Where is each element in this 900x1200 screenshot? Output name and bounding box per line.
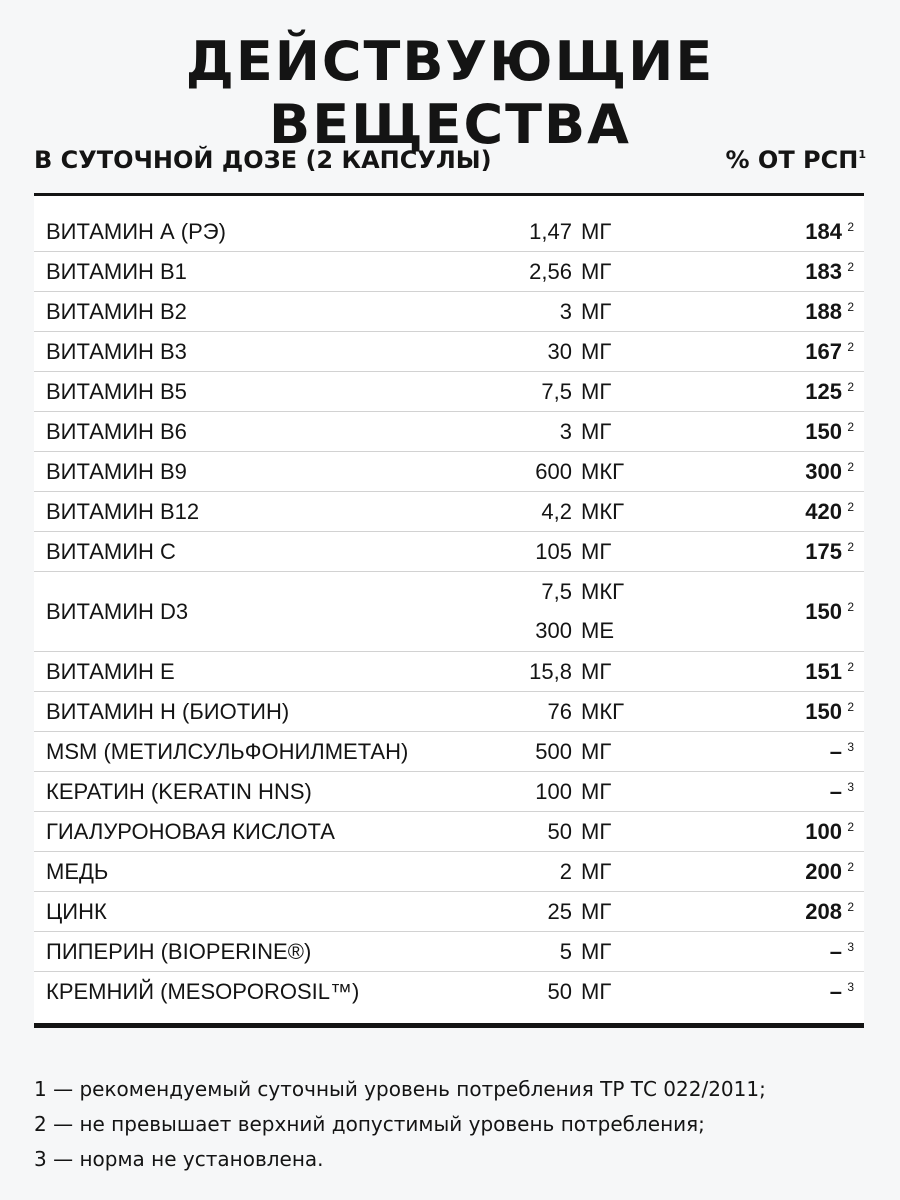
percent-footnote-mark: 3	[847, 780, 854, 794]
percent-value: 420	[805, 498, 842, 524]
ingredient-name: МЕДЬ	[46, 858, 109, 884]
ingredient-name: ВИТАМИН B9	[46, 458, 187, 484]
percent-footnote-mark: 2	[847, 300, 854, 314]
table-row	[34, 972, 864, 1011]
ingredient-unit: МГ	[581, 779, 612, 804]
ingredient-name: КЕРАТИН (KERATIN HNS)	[46, 778, 312, 804]
percent-footnote-mark: 3	[847, 740, 854, 754]
percent-value: 125	[805, 378, 842, 404]
ingredient-amount: 600	[535, 459, 572, 484]
footnote-2: 2 — не превышает верхний допустимый уровень потребления;	[34, 1112, 705, 1136]
ingredient-amount-alt: 300	[535, 618, 572, 643]
ingredients-rows	[34, 212, 864, 1011]
ingredient-unit: МКГ	[581, 459, 625, 484]
percent-value: 167	[805, 338, 842, 364]
ingredient-unit: МГ	[581, 379, 612, 404]
percent-value: 150	[805, 418, 842, 444]
percent-value: 150	[805, 698, 842, 724]
percent-footnote-mark: 2	[847, 700, 854, 714]
footnotes	[34, 1072, 766, 1177]
ingredient-unit: МГ	[581, 419, 612, 444]
ingredient-amount: 50	[547, 819, 572, 844]
ingredient-name: ВИТАМИН B6	[46, 418, 187, 444]
ingredient-amount: 7,5	[541, 379, 572, 404]
ingredient-amount: 500	[535, 739, 572, 764]
table-row	[34, 732, 864, 772]
percent-footnote-mark: 2	[847, 660, 854, 674]
table-row	[34, 652, 864, 692]
ingredient-name: ВИТАМИН B1	[46, 258, 187, 284]
ingredient-unit: МГ	[581, 979, 612, 1004]
ingredient-name: ПИПЕРИН (BIOPERINE®)	[46, 938, 312, 964]
percent-value: –	[829, 778, 842, 804]
table-row	[34, 572, 864, 652]
percent-value: 100	[805, 818, 842, 844]
ingredient-name: ВИТАМИН Е	[46, 658, 175, 684]
footnote-1: 1 — рекомендуемый суточный уровень потребления ТР ТС 022/2011;	[34, 1077, 766, 1101]
ingredient-unit-alt: МЕ	[581, 618, 614, 643]
percent-footnote-mark: 2	[847, 380, 854, 394]
table-row	[34, 892, 864, 932]
percent-value: 151	[805, 658, 842, 684]
table-subheader	[34, 146, 866, 174]
ingredient-name: MSM (МЕТИЛСУЛЬФОНИЛМЕТАН)	[46, 738, 409, 764]
ingredient-amount: 5	[559, 939, 572, 964]
table-row	[34, 932, 864, 972]
page-title: ДЕЙСТВУЮЩИЕ ВЕЩЕСТВА	[185, 30, 715, 156]
ingredient-amount: 2	[559, 859, 572, 884]
percent-heading-label: % ОТ РСП	[725, 146, 859, 174]
percent-footnote-mark: 2	[847, 420, 854, 434]
percent-value: 188	[805, 298, 842, 324]
table-row	[34, 292, 864, 332]
table-row	[34, 492, 864, 532]
percent-value: 200	[805, 858, 842, 884]
percent-footnote-mark: 2	[847, 260, 854, 274]
percent-value: 208	[805, 898, 842, 924]
ingredients-table	[34, 193, 864, 1028]
ingredient-unit: МГ	[581, 819, 612, 844]
ingredient-name: ВИТАМИН Н (БИОТИН)	[46, 698, 290, 724]
percent-value: 184	[805, 218, 842, 244]
ingredient-name: ЦИНК	[46, 898, 107, 924]
percent-value: 300	[805, 458, 842, 484]
table-row	[34, 772, 864, 812]
percent-footnote-mark: 2	[847, 900, 854, 914]
ingredient-amount: 50	[547, 979, 572, 1004]
ingredient-unit: МГ	[581, 539, 612, 564]
dose-column-heading: В СУТОЧНОЙ ДОЗЕ (2 КАПСУЛЫ)	[34, 146, 492, 174]
percent-footnote-mark: 3	[847, 980, 854, 994]
footnote-3: 3 — норма не установлена.	[34, 1147, 324, 1171]
ingredient-amount: 2,56	[529, 259, 572, 284]
percent-value: –	[829, 738, 842, 764]
percent-footnote-mark: 2	[847, 460, 854, 474]
ingredient-amount: 76	[547, 699, 572, 724]
table-row	[34, 452, 864, 492]
ingredient-amount: 100	[535, 779, 572, 804]
percent-footnote-mark: 2	[847, 500, 854, 514]
ingredient-unit: МКГ	[581, 579, 625, 604]
ingredient-unit: МГ	[581, 339, 612, 364]
percent-footnote-mark: 2	[847, 540, 854, 554]
ingredient-amount: 30	[547, 339, 572, 364]
ingredient-unit: МГ	[581, 659, 612, 684]
percent-column-heading	[726, 146, 866, 174]
ingredient-unit: МГ	[581, 939, 612, 964]
ingredient-unit: МКГ	[581, 499, 625, 524]
ingredient-name: ВИТАМИН B12	[46, 498, 200, 524]
table-row	[34, 692, 864, 732]
ingredient-amount: 7,5	[541, 579, 572, 604]
table-row	[34, 852, 864, 892]
ingredient-name: ВИТАМИН B5	[46, 378, 187, 404]
ingredient-amount: 3	[559, 299, 572, 324]
table-row	[34, 532, 864, 572]
ingredient-unit: МГ	[581, 299, 612, 324]
percent-heading-footnote-mark: 1	[858, 148, 866, 161]
percent-footnote-mark: 3	[847, 940, 854, 954]
percent-footnote-mark: 2	[847, 820, 854, 834]
percent-value: 175	[805, 538, 842, 564]
percent-footnote-mark: 2	[847, 220, 854, 234]
ingredient-unit: МГ	[581, 899, 612, 924]
ingredient-amount: 15,8	[529, 659, 572, 684]
ingredient-name: ГИАЛУРОНОВАЯ КИСЛОТА	[46, 818, 335, 844]
ingredient-amount: 3	[559, 419, 572, 444]
ingredient-unit: МГ	[581, 859, 612, 884]
table-row	[34, 332, 864, 372]
ingredient-name: ВИТАМИН D3	[46, 598, 189, 624]
ingredient-name: ВИТАМИН А (РЭ)	[46, 218, 226, 244]
ingredient-amount: 105	[535, 539, 572, 564]
ingredient-amount: 1,47	[529, 219, 572, 244]
table-row	[34, 812, 864, 852]
ingredient-name: ВИТАМИН B2	[46, 298, 187, 324]
percent-value: 150	[805, 598, 842, 624]
table-row	[34, 412, 864, 452]
percent-footnote-mark: 2	[847, 340, 854, 354]
ingredient-name: КРЕМНИЙ (MESOPOROSIL™)	[46, 978, 360, 1004]
table-row	[34, 252, 864, 292]
percent-value: –	[829, 978, 842, 1004]
percent-value: 183	[805, 258, 842, 284]
ingredient-unit: МГ	[581, 219, 612, 244]
ingredient-name: ВИТАМИН С	[46, 538, 176, 564]
percent-footnote-mark: 2	[847, 600, 854, 614]
table-row	[34, 372, 864, 412]
ingredient-amount: 25	[547, 899, 572, 924]
table-row	[34, 212, 864, 252]
ingredient-name: ВИТАМИН B3	[46, 338, 187, 364]
percent-footnote-mark: 2	[847, 860, 854, 874]
ingredient-unit: МКГ	[581, 699, 625, 724]
ingredient-amount: 4,2	[541, 499, 572, 524]
ingredient-unit: МГ	[581, 259, 612, 284]
ingredient-unit: МГ	[581, 739, 612, 764]
percent-value: –	[829, 938, 842, 964]
